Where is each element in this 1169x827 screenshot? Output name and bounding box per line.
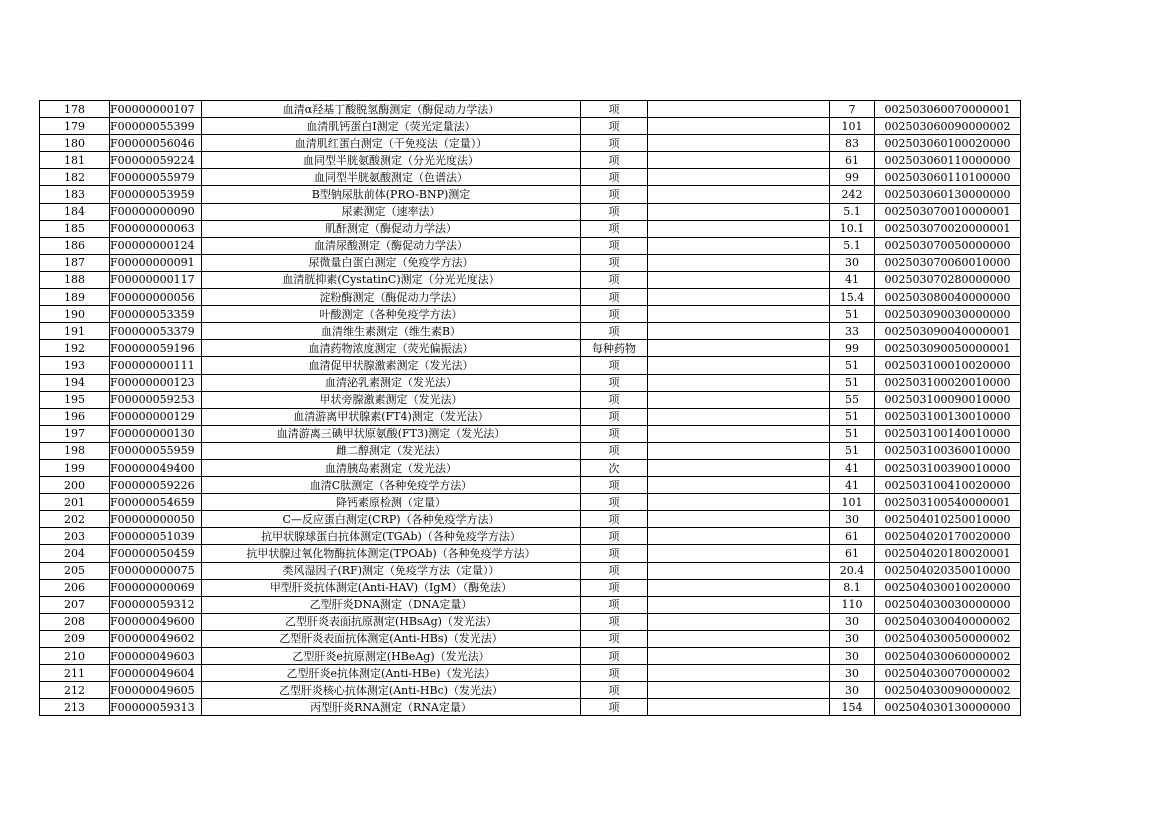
row-number: 200 — [40, 477, 110, 494]
item-name: 甲型肝炎抗体测定(Anti-HAV)（IgM）（酶免法） — [202, 579, 581, 596]
item-code: F00000049603 — [110, 648, 202, 665]
empty-cell — [648, 220, 830, 237]
table-row — [40, 135, 1021, 152]
item-code: F00000059224 — [110, 152, 202, 169]
national-code: 002503060070000001 — [875, 101, 1021, 118]
item-unit: 项 — [581, 357, 648, 374]
item-code: F00000000129 — [110, 408, 202, 425]
empty-cell — [648, 306, 830, 323]
item-unit: 项 — [581, 306, 648, 323]
item-price: 101 — [830, 494, 875, 511]
item-code: F00000049600 — [110, 613, 202, 630]
table-row — [40, 613, 1021, 630]
empty-cell — [648, 511, 830, 528]
item-code: F00000000069 — [110, 579, 202, 596]
item-code: F00000050459 — [110, 545, 202, 562]
item-price: 20.4 — [830, 562, 875, 579]
table-row — [40, 271, 1021, 288]
item-name: 血清泌乳素测定（发光法） — [202, 374, 581, 391]
national-code: 002503070050000000 — [875, 237, 1021, 254]
item-code: F00000055959 — [110, 442, 202, 459]
item-code: F00000000111 — [110, 357, 202, 374]
table-row — [40, 237, 1021, 254]
empty-cell — [648, 699, 830, 716]
row-number: 199 — [40, 459, 110, 476]
item-unit: 项 — [581, 511, 648, 528]
national-code: 002503060110000000 — [875, 152, 1021, 169]
item-name: 叶酸测定（各种免疫学方法） — [202, 306, 581, 323]
row-number: 191 — [40, 323, 110, 340]
item-price: 8.1 — [830, 579, 875, 596]
row-number: 187 — [40, 254, 110, 271]
national-code: 002504020350010000 — [875, 562, 1021, 579]
empty-cell — [648, 596, 830, 613]
empty-cell — [648, 374, 830, 391]
table-row — [40, 494, 1021, 511]
price-table — [39, 100, 1021, 716]
item-price: 30 — [830, 665, 875, 682]
row-number: 184 — [40, 203, 110, 220]
item-name: 雌二醇测定（发光法） — [202, 442, 581, 459]
national-code: 002503100010020000 — [875, 357, 1021, 374]
item-name: 血清游离甲状腺素(FT4)测定（发光法） — [202, 408, 581, 425]
empty-cell — [648, 408, 830, 425]
table-row — [40, 682, 1021, 699]
national-code: 002503100020010000 — [875, 374, 1021, 391]
table-body — [40, 101, 1021, 716]
row-number: 213 — [40, 699, 110, 716]
table-row — [40, 579, 1021, 596]
item-price: 51 — [830, 408, 875, 425]
empty-cell — [648, 101, 830, 118]
item-price: 41 — [830, 477, 875, 494]
item-code: F00000055399 — [110, 118, 202, 135]
item-price: 30 — [830, 630, 875, 647]
empty-cell — [648, 545, 830, 562]
national-code: 002504030130000000 — [875, 699, 1021, 716]
item-unit: 项 — [581, 118, 648, 135]
item-name: 乙型肝炎e抗原测定(HBeAg)（发光法） — [202, 648, 581, 665]
national-code: 002503100140010000 — [875, 425, 1021, 442]
row-number: 197 — [40, 425, 110, 442]
table-row — [40, 323, 1021, 340]
empty-cell — [648, 118, 830, 135]
item-name: 血清维生素测定（维生素B） — [202, 323, 581, 340]
empty-cell — [648, 152, 830, 169]
national-code: 002503070010000001 — [875, 203, 1021, 220]
national-code: 002503080040000000 — [875, 289, 1021, 306]
table-row — [40, 306, 1021, 323]
national-code: 002503100360010000 — [875, 442, 1021, 459]
item-price: 51 — [830, 306, 875, 323]
item-price: 30 — [830, 648, 875, 665]
table-row — [40, 630, 1021, 647]
table-row — [40, 477, 1021, 494]
table-row — [40, 220, 1021, 237]
item-price: 30 — [830, 511, 875, 528]
item-unit: 项 — [581, 169, 648, 186]
empty-cell — [648, 442, 830, 459]
table-row — [40, 699, 1021, 716]
item-unit: 项 — [581, 665, 648, 682]
item-name: 血同型半胱氨酸测定（色谱法） — [202, 169, 581, 186]
item-unit: 项 — [581, 271, 648, 288]
table-row — [40, 459, 1021, 476]
item-name: 血清肌钙蛋白Ⅰ测定（荧光定量法） — [202, 118, 581, 135]
item-name: C—反应蛋白测定(CRP)（各种免疫学方法） — [202, 511, 581, 528]
empty-cell — [648, 237, 830, 254]
item-unit: 项 — [581, 237, 648, 254]
item-price: 51 — [830, 357, 875, 374]
table-row — [40, 169, 1021, 186]
national-code: 002503070280000000 — [875, 271, 1021, 288]
item-code: F00000000063 — [110, 220, 202, 237]
national-code: 002503070060010000 — [875, 254, 1021, 271]
national-code: 002503090030000000 — [875, 306, 1021, 323]
item-price: 110 — [830, 596, 875, 613]
item-code: F00000000123 — [110, 374, 202, 391]
item-code: F00000000107 — [110, 101, 202, 118]
item-unit: 项 — [581, 630, 648, 647]
item-name: 血清促甲状腺激素测定（发光法） — [202, 357, 581, 374]
national-code: 002504030070000002 — [875, 665, 1021, 682]
item-price: 15.4 — [830, 289, 875, 306]
national-code: 002504030030000000 — [875, 596, 1021, 613]
table-row — [40, 289, 1021, 306]
item-name: 尿素测定（速率法） — [202, 203, 581, 220]
item-unit: 项 — [581, 596, 648, 613]
item-name: 降钙素原检测（定量） — [202, 494, 581, 511]
item-unit: 项 — [581, 323, 648, 340]
item-code: F00000000056 — [110, 289, 202, 306]
empty-cell — [648, 665, 830, 682]
item-code: F00000059253 — [110, 391, 202, 408]
item-code: F00000000124 — [110, 237, 202, 254]
row-number: 189 — [40, 289, 110, 306]
item-code: F00000059226 — [110, 477, 202, 494]
row-number: 205 — [40, 562, 110, 579]
row-number: 192 — [40, 340, 110, 357]
item-code: F00000000130 — [110, 425, 202, 442]
item-price: 55 — [830, 391, 875, 408]
item-price: 30 — [830, 682, 875, 699]
national-code: 002503090050000001 — [875, 340, 1021, 357]
item-code: F00000051039 — [110, 528, 202, 545]
item-price: 33 — [830, 323, 875, 340]
row-number: 208 — [40, 613, 110, 630]
item-name: 抗甲状腺过氧化物酶抗体测定(TPOAb)（各种免疫学方法） — [202, 545, 581, 562]
empty-cell — [648, 169, 830, 186]
row-number: 201 — [40, 494, 110, 511]
item-code: F00000056046 — [110, 135, 202, 152]
national-code: 002503060100020000 — [875, 135, 1021, 152]
item-price: 5.1 — [830, 237, 875, 254]
national-code: 002503100410020000 — [875, 477, 1021, 494]
empty-cell — [648, 323, 830, 340]
empty-cell — [648, 613, 830, 630]
item-name: 丙型肝炎RNA测定（RNA定量） — [202, 699, 581, 716]
table-row — [40, 545, 1021, 562]
item-price: 101 — [830, 118, 875, 135]
item-unit: 项 — [581, 135, 648, 152]
national-code: 002504010250010000 — [875, 511, 1021, 528]
item-name: 血清胱抑素(CystatinC)测定（分光光度法） — [202, 271, 581, 288]
item-unit: 项 — [581, 391, 648, 408]
row-number: 180 — [40, 135, 110, 152]
empty-cell — [648, 357, 830, 374]
national-code: 002503100130010000 — [875, 408, 1021, 425]
item-unit: 项 — [581, 545, 648, 562]
item-code: F00000059196 — [110, 340, 202, 357]
item-name: 血清肌红蛋白测定（干免疫法（定量）） — [202, 135, 581, 152]
item-price: 10.1 — [830, 220, 875, 237]
empty-cell — [648, 186, 830, 203]
national-code: 002504030010020000 — [875, 579, 1021, 596]
row-number: 198 — [40, 442, 110, 459]
empty-cell — [648, 340, 830, 357]
item-price: 30 — [830, 254, 875, 271]
item-price: 154 — [830, 699, 875, 716]
item-name: 血同型半胱氨酸测定（分光光度法） — [202, 152, 581, 169]
item-unit: 项 — [581, 425, 648, 442]
item-code: F00000055979 — [110, 169, 202, 186]
national-code: 002503070020000001 — [875, 220, 1021, 237]
item-name: 血清胰岛素测定（发光法） — [202, 459, 581, 476]
item-price: 61 — [830, 528, 875, 545]
table-row — [40, 562, 1021, 579]
item-code: F00000000050 — [110, 511, 202, 528]
national-code: 002504030090000002 — [875, 682, 1021, 699]
empty-cell — [648, 494, 830, 511]
item-code: F00000000117 — [110, 271, 202, 288]
item-unit: 次 — [581, 459, 648, 476]
table-row — [40, 391, 1021, 408]
item-code: F00000000075 — [110, 562, 202, 579]
national-code: 002504030060000002 — [875, 648, 1021, 665]
item-unit: 项 — [581, 477, 648, 494]
item-unit: 每种药物 — [581, 340, 648, 357]
table-row — [40, 254, 1021, 271]
empty-cell — [648, 682, 830, 699]
item-price: 51 — [830, 425, 875, 442]
item-unit: 项 — [581, 289, 648, 306]
row-number: 178 — [40, 101, 110, 118]
item-unit: 项 — [581, 220, 648, 237]
item-price: 99 — [830, 340, 875, 357]
item-price: 61 — [830, 152, 875, 169]
row-number: 190 — [40, 306, 110, 323]
item-name: 乙型肝炎表面抗体测定(Anti-HBs)（发光法） — [202, 630, 581, 647]
table-row — [40, 648, 1021, 665]
row-number: 194 — [40, 374, 110, 391]
empty-cell — [648, 391, 830, 408]
item-code: F00000053379 — [110, 323, 202, 340]
item-price: 30 — [830, 613, 875, 630]
row-number: 196 — [40, 408, 110, 425]
item-unit: 项 — [581, 374, 648, 391]
empty-cell — [648, 425, 830, 442]
item-unit: 项 — [581, 186, 648, 203]
table-row — [40, 528, 1021, 545]
item-code: F00000049605 — [110, 682, 202, 699]
empty-cell — [648, 289, 830, 306]
national-code: 002503060090000002 — [875, 118, 1021, 135]
row-number: 186 — [40, 237, 110, 254]
item-unit: 项 — [581, 579, 648, 596]
item-code: F00000000090 — [110, 203, 202, 220]
item-name: 乙型肝炎表面抗原测定(HBsAg)（发光法） — [202, 613, 581, 630]
item-price: 51 — [830, 374, 875, 391]
item-code: F00000049602 — [110, 630, 202, 647]
item-name: 血清尿酸测定（酶促动力学法） — [202, 237, 581, 254]
item-code: F00000059312 — [110, 596, 202, 613]
row-number: 185 — [40, 220, 110, 237]
item-price: 41 — [830, 271, 875, 288]
empty-cell — [648, 203, 830, 220]
item-name: 血清C肽测定（各种免疫学方法） — [202, 477, 581, 494]
table-row — [40, 340, 1021, 357]
item-price: 41 — [830, 459, 875, 476]
row-number: 202 — [40, 511, 110, 528]
item-code: F00000049400 — [110, 459, 202, 476]
item-price: 51 — [830, 442, 875, 459]
row-number: 181 — [40, 152, 110, 169]
item-name: 肌酐测定（酶促动力学法） — [202, 220, 581, 237]
item-code: F00000000091 — [110, 254, 202, 271]
item-unit: 项 — [581, 699, 648, 716]
item-unit: 项 — [581, 254, 648, 271]
item-code: F00000053959 — [110, 186, 202, 203]
item-name: 血清药物浓度测定（荧光偏振法） — [202, 340, 581, 357]
empty-cell — [648, 528, 830, 545]
row-number: 206 — [40, 579, 110, 596]
item-unit: 项 — [581, 613, 648, 630]
row-number: 182 — [40, 169, 110, 186]
table-row — [40, 203, 1021, 220]
item-name: 抗甲状腺球蛋白抗体测定(TGAb)（各种免疫学方法） — [202, 528, 581, 545]
row-number: 183 — [40, 186, 110, 203]
item-unit: 项 — [581, 408, 648, 425]
item-name: 血清α羟基丁酸脱氢酶测定（酶促动力学法） — [202, 101, 581, 118]
table-row — [40, 596, 1021, 613]
row-number: 210 — [40, 648, 110, 665]
empty-cell — [648, 254, 830, 271]
item-code: F00000054659 — [110, 494, 202, 511]
empty-cell — [648, 648, 830, 665]
empty-cell — [648, 271, 830, 288]
item-name: B型钠尿肽前体(PRO-BNP)测定 — [202, 186, 581, 203]
item-name: 血清游离三碘甲状原氨酸(FT3)测定（发光法） — [202, 425, 581, 442]
row-number: 188 — [40, 271, 110, 288]
empty-cell — [648, 135, 830, 152]
item-price: 7 — [830, 101, 875, 118]
item-unit: 项 — [581, 442, 648, 459]
national-code: 002503100390010000 — [875, 459, 1021, 476]
table-row — [40, 101, 1021, 118]
item-code: F00000053359 — [110, 306, 202, 323]
item-unit: 项 — [581, 101, 648, 118]
item-name: 类风湿因子(RF)测定（免疫学方法（定量）） — [202, 562, 581, 579]
item-name: 乙型肝炎核心抗体测定(Anti-HBc)（发光法） — [202, 682, 581, 699]
item-unit: 项 — [581, 152, 648, 169]
empty-cell — [648, 477, 830, 494]
national-code: 002504020180020001 — [875, 545, 1021, 562]
row-number: 179 — [40, 118, 110, 135]
row-number: 212 — [40, 682, 110, 699]
item-name: 乙型肝炎DNA测定（DNA定量） — [202, 596, 581, 613]
table-row — [40, 665, 1021, 682]
item-price: 5.1 — [830, 203, 875, 220]
item-name: 乙型肝炎e抗体测定(Anti-HBe)（发光法） — [202, 665, 581, 682]
table-row — [40, 408, 1021, 425]
item-unit: 项 — [581, 203, 648, 220]
item-price: 83 — [830, 135, 875, 152]
item-unit: 项 — [581, 494, 648, 511]
table-row — [40, 152, 1021, 169]
national-code: 002503100090010000 — [875, 391, 1021, 408]
item-price: 242 — [830, 186, 875, 203]
empty-cell — [648, 562, 830, 579]
national-code: 002503060110100000 — [875, 169, 1021, 186]
empty-cell — [648, 579, 830, 596]
row-number: 211 — [40, 665, 110, 682]
table-row — [40, 186, 1021, 203]
national-code: 002503060130000000 — [875, 186, 1021, 203]
row-number: 204 — [40, 545, 110, 562]
national-code: 002504030040000002 — [875, 613, 1021, 630]
table-row — [40, 511, 1021, 528]
table-row — [40, 425, 1021, 442]
item-unit: 项 — [581, 648, 648, 665]
empty-cell — [648, 630, 830, 647]
item-price: 61 — [830, 545, 875, 562]
item-unit: 项 — [581, 682, 648, 699]
table-row — [40, 118, 1021, 135]
row-number: 209 — [40, 630, 110, 647]
item-name: 淀粉酶测定（酶促动力学法） — [202, 289, 581, 306]
item-code: F00000059313 — [110, 699, 202, 716]
item-price: 99 — [830, 169, 875, 186]
national-code: 002503090040000001 — [875, 323, 1021, 340]
item-name: 甲状旁腺激素测定（发光法） — [202, 391, 581, 408]
national-code: 002503100540000001 — [875, 494, 1021, 511]
table-row — [40, 442, 1021, 459]
row-number: 207 — [40, 596, 110, 613]
national-code: 002504030050000002 — [875, 630, 1021, 647]
empty-cell — [648, 459, 830, 476]
national-code: 002504020170020000 — [875, 528, 1021, 545]
item-unit: 项 — [581, 528, 648, 545]
table-row — [40, 357, 1021, 374]
table-row — [40, 374, 1021, 391]
row-number: 203 — [40, 528, 110, 545]
item-code: F00000049604 — [110, 665, 202, 682]
item-unit: 项 — [581, 562, 648, 579]
row-number: 195 — [40, 391, 110, 408]
item-name: 尿微量白蛋白测定（免疫学方法） — [202, 254, 581, 271]
row-number: 193 — [40, 357, 110, 374]
